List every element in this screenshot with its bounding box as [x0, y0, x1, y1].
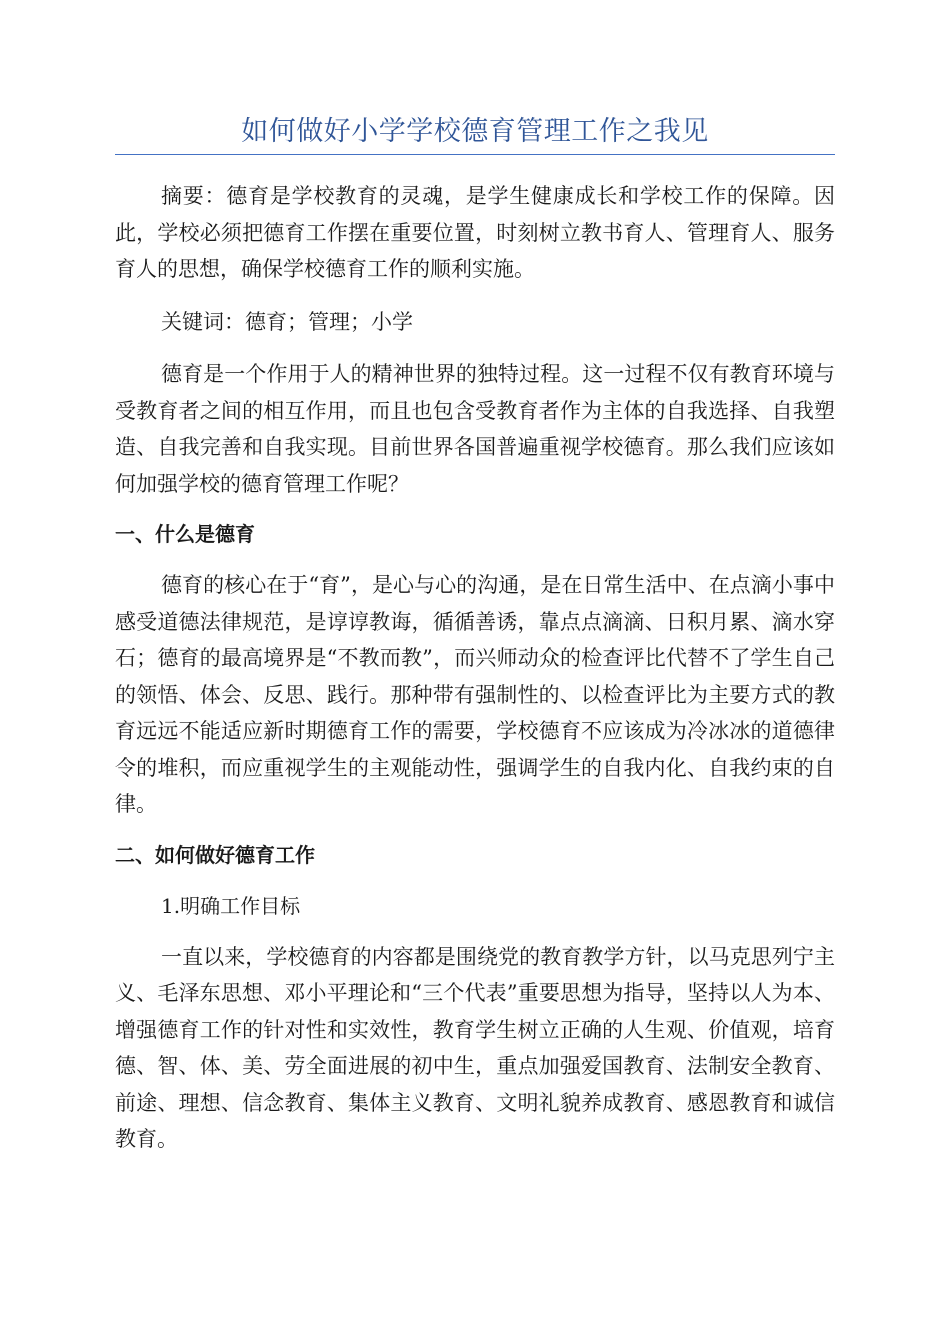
document-title: 如何做好小学学校德育管理工作之我见 [115, 112, 835, 155]
subsection-1-heading: 1.明确工作目标 [161, 893, 301, 918]
document-page [115, 112, 835, 1158]
abstract-paragraph: 摘要：德育是学校教育的灵魂，是学生健康成长和学校工作的保障。因此，学校必须把德育工作摆在重要位置，时刻树立教书育人、管理育人、服务育人的思想，确保学校德育工作的顺利实施。 [115, 184, 835, 281]
section-1-heading: 一、什么是德育 [115, 522, 255, 546]
subsection-1-body: 一直以来，学校德育的内容都是围绕党的教育教学方针，以马克思列宁主义、毛泽东思想、邓小平理论和“三个代表”重要思想为指导，坚持以人为本、增强德育工作的针对性和实效性，教育学生树立正确的人生观、价值观，培育德、智、体、美、劳全面进展的初中生，重点加强爱国教育、法制安全教育、前途、理想、信念教育、集体主义教育、文明礼貌养成教育、感恩教育和诚信教育。 [115, 944, 835, 1151]
section-2-heading: 二、如何做好德育工作 [115, 842, 315, 867]
intro-paragraph: 德育是一个作用于人的精神世界的独特过程。这一过程不仅有教育环境与受教育者之间的相互作用，而且也包含受教育者作为主体的自我选择、自我塑造、自我完善和自我实现。目前世界各国普遍重视学校德育。那么我们应该如何加强学校的德育管理工作呢？ [115, 362, 835, 496]
keywords-paragraph: 关键词：德育；管理；小学 [161, 309, 413, 334]
section-1-body: 德育的核心在于“育”，是心与心的沟通，是在日常生活中、在点滴小事中感受道德法律规范，是谆谆教诲，循循善诱，靠点点滴滴、日积月累、滴水穿石；德育的最高境界是“不教而教”，而兴师动众的检查评比代替不了学生自己的领悟、体会、反思、践行。那种带有强制性的、以检查评比为主要方式的教育远远不能适应新时期德育工作的需要，学校德育不应该成为冷冰冰的道德律令的堆积，而应重视学生的主观能动性，强调学生的自我内化、自我约束的自律。 [115, 573, 835, 816]
